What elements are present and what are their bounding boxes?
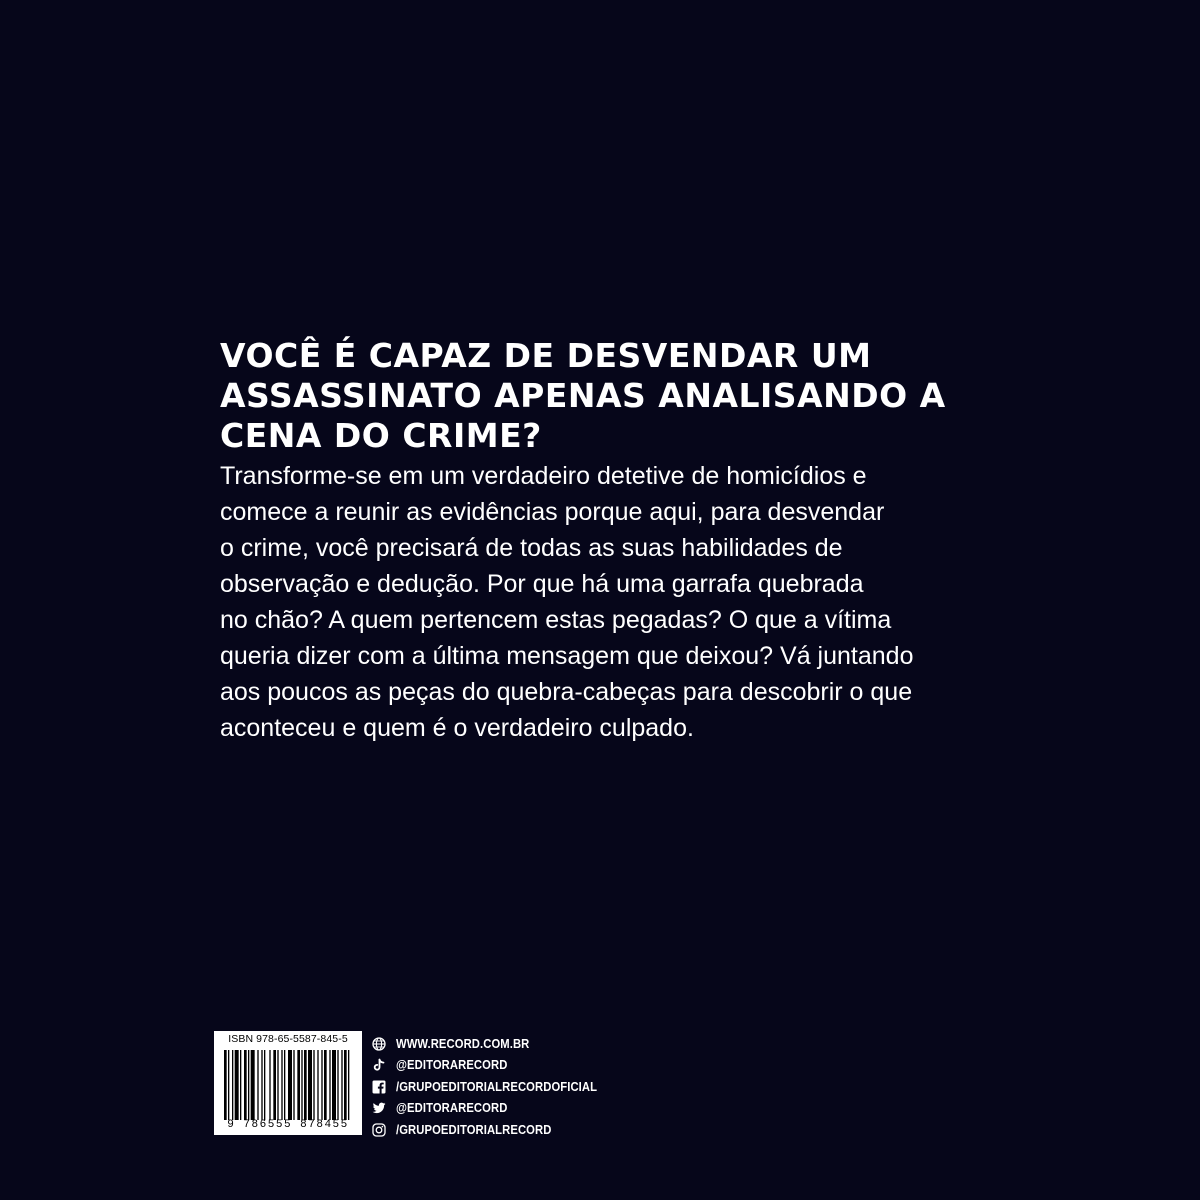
facebook-icon — [372, 1080, 386, 1094]
barcode-bar — [341, 1050, 342, 1120]
social-links — [372, 1033, 619, 1141]
barcode-bar — [251, 1050, 255, 1120]
headline — [220, 336, 1020, 456]
description-line: aconteceu e quem é o verdadeiro culpado. — [220, 714, 694, 742]
barcode-bar — [284, 1050, 285, 1120]
globe-icon — [372, 1037, 386, 1051]
description-line: observação e dedução. Por que há uma garrafa quebrada — [220, 570, 864, 598]
barcode-bar — [224, 1050, 227, 1120]
description-line: aos poucos as peças do quebra-cabeças para descobrir o que — [220, 678, 913, 706]
barcode-bar — [257, 1050, 258, 1120]
link-label: @EDITORARECORD — [396, 1058, 508, 1073]
link-label: WWW.RECORD.COM.BR — [396, 1036, 530, 1051]
barcode-bar — [281, 1050, 282, 1120]
barcode-bar — [297, 1050, 300, 1120]
barcode-bar — [308, 1050, 312, 1120]
barcode-bars — [224, 1050, 352, 1120]
barcode-bar — [273, 1050, 276, 1120]
link-facebook[interactable] — [372, 1076, 619, 1098]
description-paragraph — [220, 458, 980, 746]
link-twitter[interactable] — [372, 1098, 619, 1120]
barcode-bar — [293, 1050, 294, 1120]
instagram-icon — [372, 1123, 386, 1137]
barcode-bar — [277, 1050, 278, 1120]
description-line: o crime, você precisará de todas as suas habilidades de — [220, 534, 843, 562]
barcode-bar — [301, 1050, 302, 1120]
tiktok-icon — [372, 1058, 386, 1072]
barcode-bar — [235, 1050, 239, 1120]
barcode-bar — [304, 1050, 307, 1120]
headline-line: CENA DO CRIME? — [220, 416, 542, 455]
barcode-bar — [264, 1050, 265, 1120]
twitter-icon — [372, 1101, 386, 1115]
headline-line: VOCÊ É CAPAZ DE DESVENDAR UM — [220, 336, 872, 375]
description-line: no chão? A quem pertencem estas pegadas? O que a vítima — [220, 606, 892, 634]
description-line: Transforme-se em um verdadeiro detetive de homicídios e — [220, 462, 867, 490]
barcode-bar — [261, 1050, 262, 1120]
barcode-bar — [313, 1050, 314, 1120]
barcode-bar — [337, 1050, 338, 1120]
barcode-bar — [317, 1050, 318, 1120]
link-label: /GRUPOEDITORIALRECORDOFICIAL — [396, 1079, 598, 1094]
barcode-digits: 9 786555 878455 — [227, 1119, 349, 1131]
link-tiktok[interactable] — [372, 1055, 619, 1077]
link-label: /GRUPOEDITORIALRECORD — [396, 1122, 552, 1137]
barcode-bar — [232, 1050, 233, 1120]
barcode-bar — [329, 1050, 330, 1120]
description-line: comece a reunir as evidências porque aqui, para desvendar — [220, 498, 885, 526]
barcode-bar — [321, 1050, 322, 1120]
barcode-bar — [228, 1050, 229, 1120]
barcode-bar — [248, 1050, 249, 1120]
barcode-bar — [240, 1050, 241, 1120]
isbn-barcode — [214, 1031, 362, 1135]
description-line: queria dizer com a última mensagem que deixou? Vá juntando — [220, 642, 914, 670]
isbn-label: ISBN 978-65-5587-845-5 — [228, 1033, 348, 1045]
barcode-bar — [244, 1050, 247, 1120]
link-instagram[interactable] — [372, 1119, 619, 1141]
headline-line: ASSASSINATO APENAS ANALISANDO A — [220, 376, 946, 415]
link-website[interactable] — [372, 1033, 619, 1055]
barcode-bar — [288, 1050, 292, 1120]
barcode-bar — [344, 1050, 347, 1120]
barcode-bar — [269, 1050, 270, 1120]
barcode-bar — [332, 1050, 336, 1120]
barcode-bar — [348, 1050, 349, 1120]
barcode-bar — [324, 1050, 327, 1120]
link-label: @EDITORARECORD — [396, 1101, 508, 1116]
